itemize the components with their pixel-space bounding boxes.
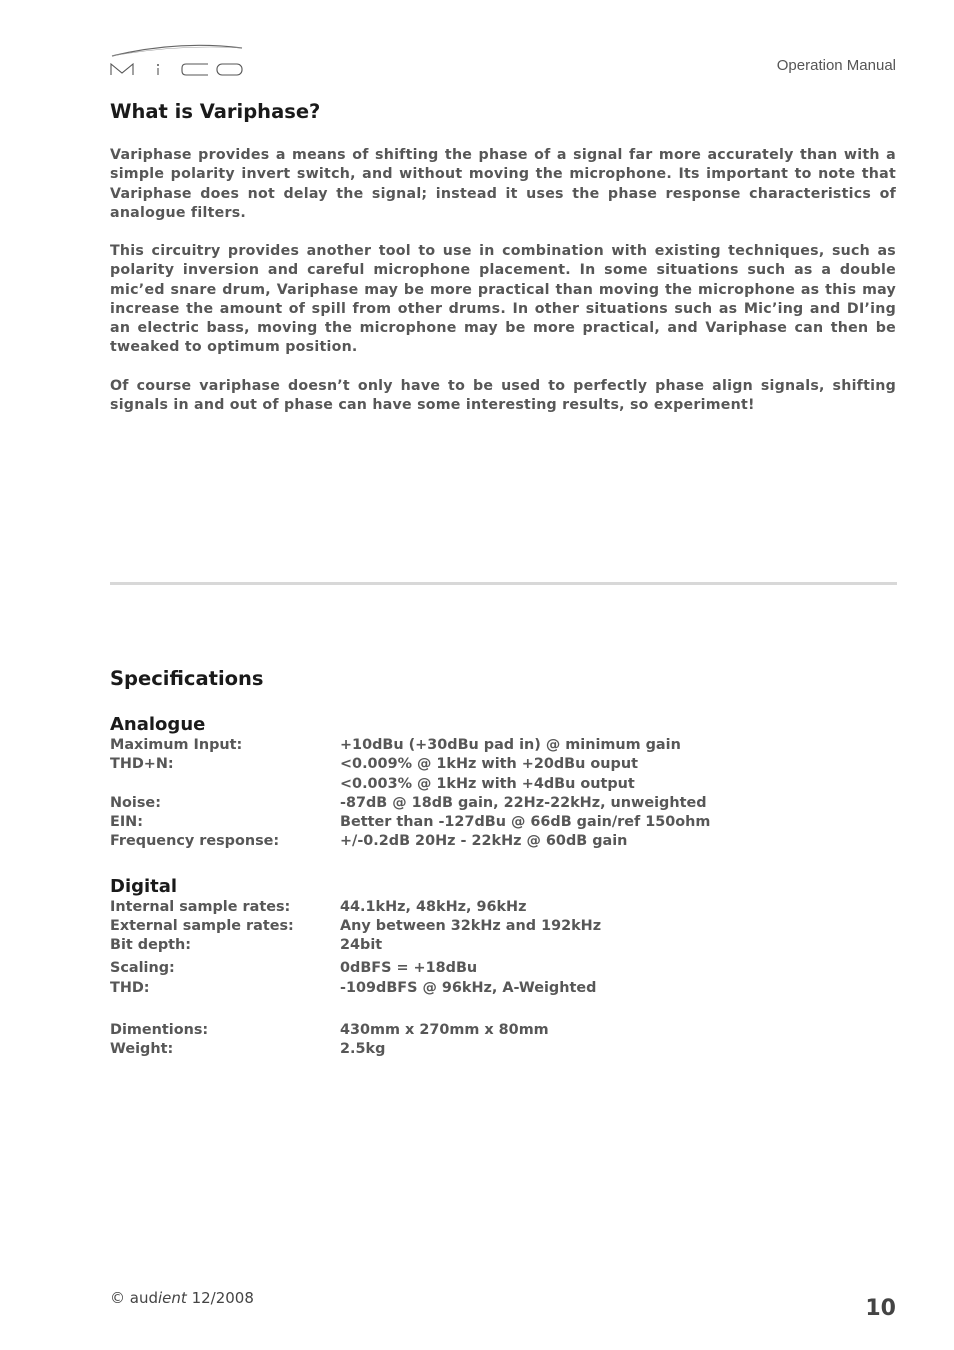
analogue-heading: Analogue [110, 714, 206, 735]
spec-label: Dimentions: [110, 1022, 209, 1038]
mico-logo [108, 42, 246, 78]
spec-value: 430mm x 270mm x 80mm [340, 1022, 549, 1038]
spec-label: Bit depth: [110, 937, 192, 953]
spec-value: +/-0.2dB 20Hz - 22kHz @ 60dB gain [340, 833, 628, 849]
document-label: Operation Manual [776, 57, 896, 74]
spec-value: 2.5kg [340, 1041, 386, 1057]
spec-value: Any between 32kHz and 192kHz [340, 918, 602, 934]
spec-label: Internal sample rates: [110, 899, 291, 915]
variphase-paragraph: This circuitry provides another tool to use in combination with existing techniques, such as polarity inversion and careful microphone placement. In some situations such as a double mic’ed snare drum, Variphase may be more practical than moving the microphone as this may increase the amount of spill from other drums. In other situations such as Mic’ing and DI’ing an electric bass, moving the microphone may be more practical, and Variphase can then be tweaked to optimum position. [110, 243, 896, 356]
copyright-brand-italic: ient [158, 1289, 187, 1307]
page-number: 10 [865, 1296, 896, 1321]
spec-value: Better than -127dBu @ 66dB gain/ref 150ohm [340, 814, 711, 830]
spec-label: Weight: [110, 1041, 174, 1057]
copyright-footer [110, 1289, 254, 1307]
spec-value: -109dBFS @ 96kHz, A-Weighted [340, 980, 597, 996]
spec-label: Noise: [110, 795, 161, 811]
spec-value: -87dB @ 18dB gain, 22Hz-22kHz, unweighted [340, 795, 707, 811]
spec-label: THD+N: [110, 756, 174, 772]
spec-value: +10dBu (+30dBu pad in) @ minimum gain [340, 737, 681, 753]
variphase-heading: What is Variphase? [110, 100, 321, 123]
spec-label: External sample rates: [110, 918, 294, 934]
spec-value: 24bit [340, 937, 383, 953]
section-divider [110, 582, 897, 585]
spec-label: EIN: [110, 814, 143, 830]
copyright-date: 12/2008 [186, 1289, 254, 1307]
specifications-heading: Specifications [110, 667, 264, 690]
spec-value: 0dBFS = +18dBu [340, 960, 478, 976]
digital-heading: Digital [110, 876, 178, 897]
spec-label: Scaling: [110, 960, 175, 976]
spec-value: <0.003% @ 1kHz with +4dBu output [340, 776, 635, 792]
copyright-prefix: © aud [110, 1289, 158, 1307]
variphase-paragraph: Variphase provides a means of shifting the phase of a signal far more accurately than with a simple polarity invert switch, and without moving the microphone. Its important to note that Variphase does not delay the signal; instead it uses the phase response characteristics of analogue filters. [110, 147, 896, 221]
spec-label: Maximum Input: [110, 737, 243, 753]
variphase-paragraph: Of course variphase doesn’t only have to be used to perfectly phase align signals, shifting signals in and out of phase can have some interesting results, so experiment! [110, 378, 896, 414]
spec-label: Frequency response: [110, 833, 280, 849]
spec-value: <0.009% @ 1kHz with +20dBu ouput [340, 756, 638, 772]
spec-label: THD: [110, 980, 150, 996]
spec-value: 44.1kHz, 48kHz, 96kHz [340, 899, 527, 915]
